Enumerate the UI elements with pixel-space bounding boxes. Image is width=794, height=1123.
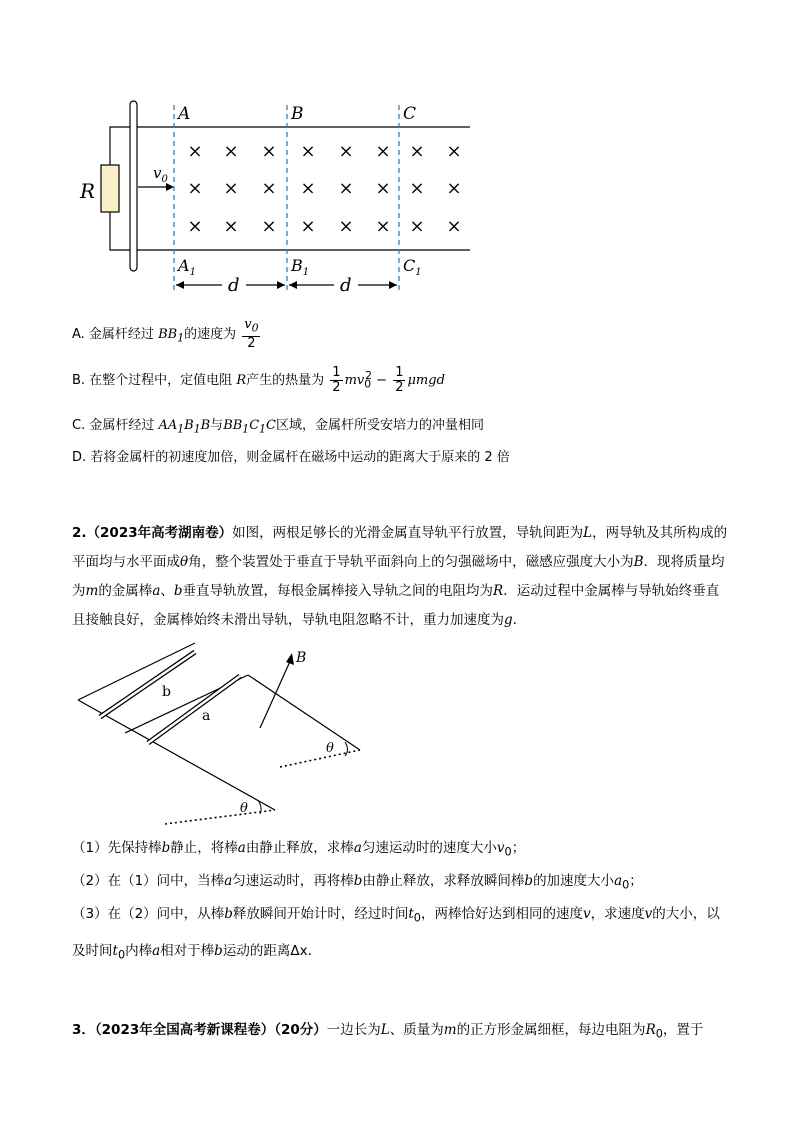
sub-question-2: （2）在（1）问中，当棒a匀速运动时，再将棒b由静止释放，求释放瞬间棒b的加速度大小$a_0$； xyxy=(72,873,643,892)
label-C: C xyxy=(403,104,417,124)
option-d: D. 若将金属杆的初速度加倍，则金属杆在磁场中运动的距离大于原来的 2 倍 xyxy=(72,450,510,465)
fraction-v0-over-2: $\frac{v_0}{2}$ xyxy=(244,317,259,351)
figure-inclined-rails xyxy=(70,640,370,825)
svg-text:×: × xyxy=(375,216,391,237)
question-3-body: 3．（2023年全国高考新课程卷）（20分）一边长为L、质量为m的正方形金属细框，每边电阻为$R_0$，置于 xyxy=(72,1022,704,1041)
svg-text:×: × xyxy=(338,141,354,162)
resistor-label: R xyxy=(80,179,96,203)
svg-text:×: × xyxy=(261,178,277,199)
option-c: C. 金属杆经过 $AA_1B_1B$与$BB_1C_1C$区域，金属杆所受安培力的冲量相同 xyxy=(72,418,484,436)
resistor xyxy=(101,165,119,212)
svg-text:×: × xyxy=(187,216,203,237)
svg-text:×: × xyxy=(375,178,391,199)
svg-text:×: × xyxy=(261,216,277,237)
option-a: A. 金属杆经过 $BB_1$的速度为 $\frac{v_0}{2}$ xyxy=(72,317,259,351)
question-2-body: 2.（2023年高考湖南卷）如图，两根足够长的光滑金属直导轨平行放置，导轨间距为L，两导轨及其所构成的平面均与水平面成θ角，整个装置处于垂直于导轨平面斜向上的匀强磁场中，磁感应强度大小为B．现将质量均为m的金属棒a、b垂直导轨放置，每根金属棒接入导轨之间的电阻均为R．运动过程中金属棒与导轨始终垂直且接触良好，金属棒始终未滑出导轨，导轨电阻忽略不计，重力加速度为g． xyxy=(72,525,728,628)
label-B1: $B_1$ xyxy=(291,256,310,278)
option-b: B. 在整个过程中，定值电阻 R产生的热量为 $\frac{1}{2}$ $mv_0^2$ − $\frac{1}{2}$ μmgd xyxy=(72,365,445,395)
label-B: B xyxy=(291,104,304,124)
field-B-label: B xyxy=(296,650,307,666)
svg-text:×: × xyxy=(409,178,425,199)
theta-label-2: θ xyxy=(240,801,248,816)
distance-d1: d xyxy=(228,275,240,296)
svg-text:×: × xyxy=(261,141,277,162)
svg-text:×: × xyxy=(446,178,462,199)
label-A: A xyxy=(178,104,191,124)
svg-text:×: × xyxy=(409,216,425,237)
metal-rod xyxy=(130,101,137,271)
svg-text:×: × xyxy=(446,141,462,162)
rod-b-label: b xyxy=(162,684,171,700)
theta-label-1: θ xyxy=(326,741,334,756)
svg-text:×: × xyxy=(187,178,203,199)
svg-text:×: × xyxy=(375,141,391,162)
svg-text:×: × xyxy=(338,216,354,237)
sub-question-3: （3）在（2）问中，从棒b释放瞬间开始计时，经过时间$t_0$，两棒恰好达到相同的速度v，求速度v的大小，以及时间$t_0$内棒a相对于棒b运动的距离Δx． xyxy=(72,906,720,962)
svg-text:×: × xyxy=(187,141,203,162)
svg-text:×: × xyxy=(223,141,239,162)
velocity-label: $v_0$ xyxy=(153,164,168,185)
label-A1: $A_1$ xyxy=(178,256,196,278)
distance-d2: d xyxy=(340,275,352,296)
label-C1: $C_1$ xyxy=(403,256,422,278)
svg-text:×: × xyxy=(223,216,239,237)
svg-text:×: × xyxy=(300,178,316,199)
svg-text:×: × xyxy=(338,178,354,199)
svg-text:×: × xyxy=(223,178,239,199)
svg-text:×: × xyxy=(300,216,316,237)
svg-text:×: × xyxy=(300,141,316,162)
figure-magnetic-field-rails xyxy=(70,95,480,305)
svg-text:×: × xyxy=(409,141,425,162)
magnetic-field-crosses xyxy=(187,141,461,237)
sub-question-1: （1）先保持棒b静止，将棒a由静止释放，求棒a匀速运动时的速度大小$v_0$； xyxy=(72,840,526,859)
svg-text:×: × xyxy=(446,216,462,237)
rod-a-label: a xyxy=(202,708,211,724)
